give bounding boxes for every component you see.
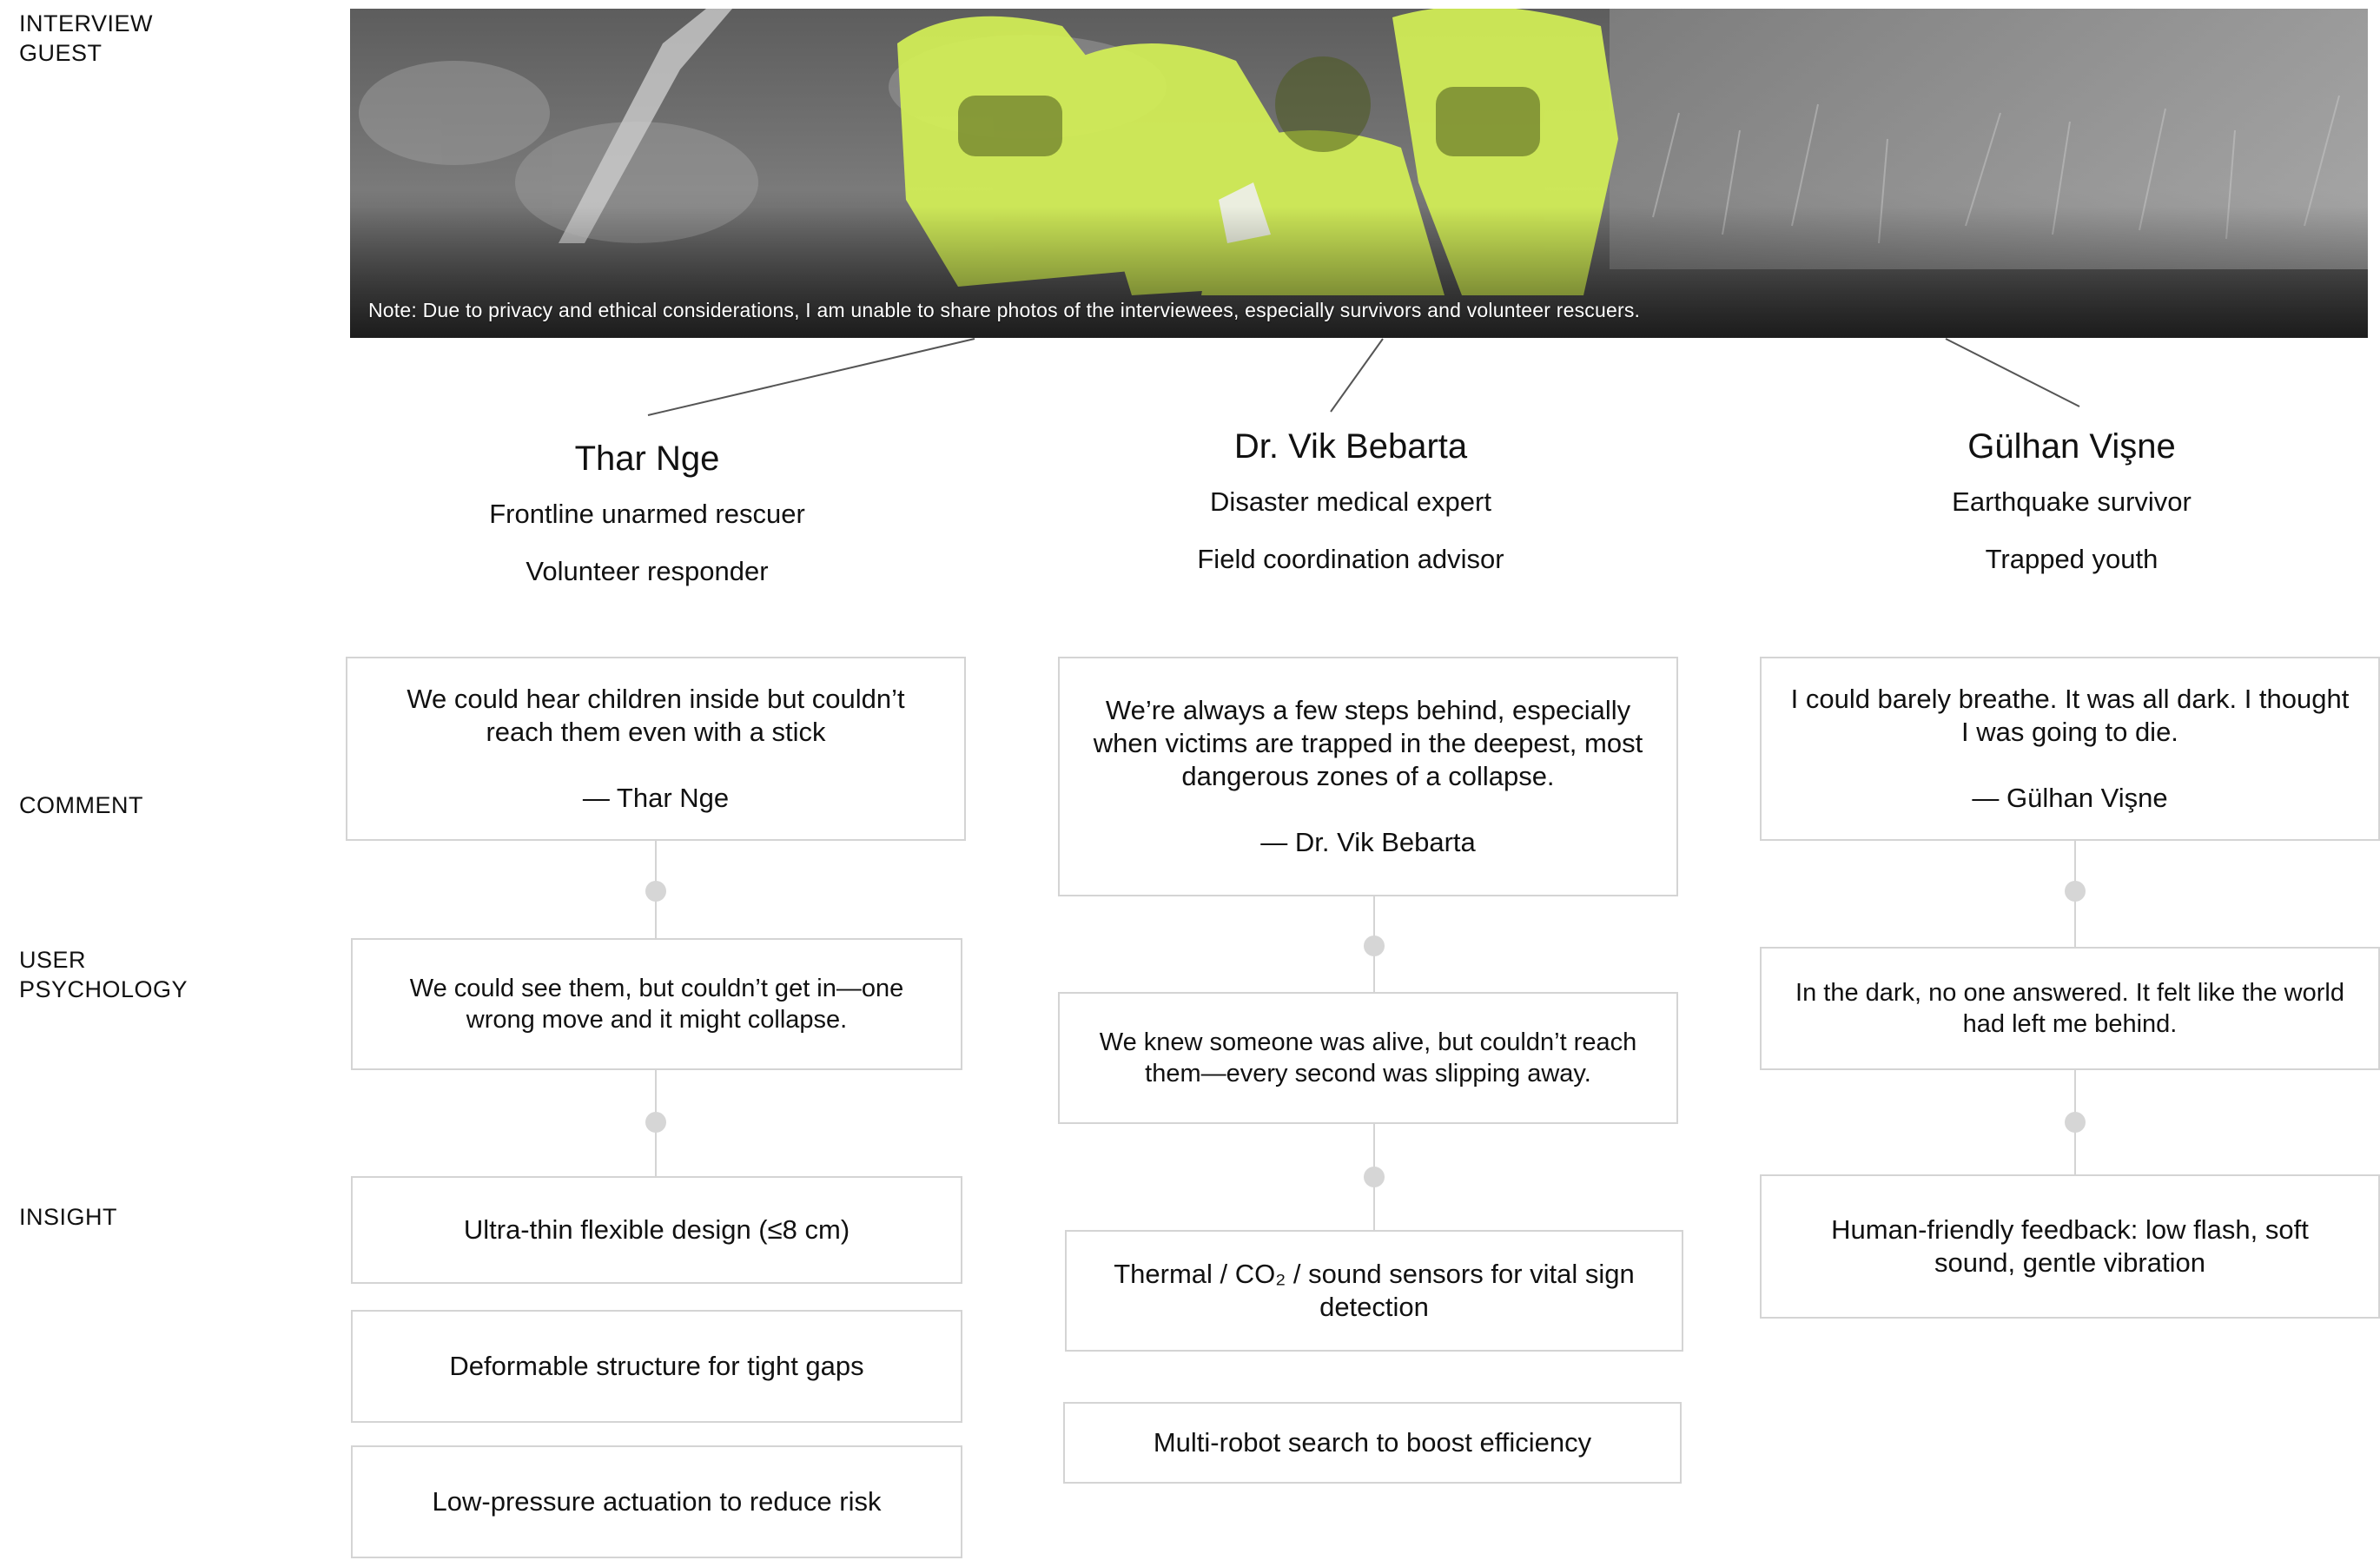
- insight-card: [351, 1310, 962, 1423]
- guest-header-vik-bebarta: [1094, 424, 1607, 577]
- guest-header-gulhan-visne: [1815, 424, 2328, 577]
- guest-role-secondary: Field coordination advisor: [1197, 544, 1504, 574]
- connector-thar-nge: [648, 339, 975, 415]
- connector-dot: [645, 1112, 666, 1133]
- insight-text: Low-pressure actuation to reduce risk: [432, 1486, 882, 1517]
- row-label-interview-guest: INTERVIEW GUEST: [19, 10, 154, 66]
- comment-card-vik-bebarta: [1058, 657, 1678, 896]
- guest-role: Disaster medical expert: [1210, 486, 1491, 517]
- comment-quote: We could hear children inside but couldn’t reach them even with a stick: [407, 684, 905, 747]
- row-label-user-psychology: USER PSYCHOLOGY: [19, 947, 188, 1002]
- psychology-text: In the dark, no one answered. It felt like the world had left me behind.: [1795, 979, 2344, 1038]
- comment-signature: — Gülhan Vişne: [1972, 783, 2168, 813]
- insight-text: Deformable structure for tight gaps: [449, 1351, 864, 1381]
- comment-quote: I could barely breathe. It was all dark. I thought I was going to die.: [1790, 684, 2350, 747]
- psychology-card-gulhan-visne: [1760, 947, 2380, 1070]
- guest-name: Gülhan Vişne: [1967, 427, 2176, 466]
- guest-role-secondary: Trapped youth: [1985, 544, 2159, 574]
- connector-gulhan-visne: [1946, 339, 2079, 407]
- psychology-card-thar-nge: [351, 938, 962, 1070]
- guest-name: Thar Nge: [574, 440, 720, 478]
- connector-dot: [1364, 1167, 1385, 1187]
- psychology-text: We knew someone was alive, but couldn’t reach them—every second was slipping away.: [1099, 1028, 1637, 1088]
- insight-text: Thermal / CO₂ / sound sensors for vital sign detection: [1114, 1259, 1635, 1322]
- psychology-card-vik-bebarta: [1058, 992, 1678, 1124]
- connector-dot: [645, 881, 666, 902]
- psychology-text: We could see them, but couldn’t get in—one wrong move and it might collapse.: [409, 975, 904, 1034]
- comment-card-gulhan-visne: [1760, 657, 2380, 841]
- guest-role: Frontline unarmed rescuer: [489, 499, 805, 529]
- connector-dot: [2065, 881, 2086, 902]
- insight-card: [351, 1176, 962, 1284]
- insight-text: Multi-robot search to boost efficiency: [1153, 1427, 1592, 1458]
- guest-role: Earthquake survivor: [1952, 486, 2192, 517]
- row-label-insight: INSIGHT: [19, 1204, 118, 1230]
- comment-signature: — Dr. Vik Bebarta: [1260, 827, 1476, 857]
- comment-quote: We’re always a few steps behind, especially when victims are trapped in the deepest, most dangerous zones of a collapse.: [1093, 695, 1643, 791]
- connector-dot: [1364, 936, 1385, 956]
- insight-card: [1760, 1174, 2380, 1319]
- connector-dot: [2065, 1112, 2086, 1133]
- insight-card: [1063, 1402, 1682, 1484]
- comment-signature: — Thar Nge: [582, 783, 730, 813]
- insight-card: [1065, 1230, 1683, 1352]
- connector-vik-bebarta: [1331, 339, 1383, 412]
- insight-card: [351, 1445, 962, 1558]
- guest-role-secondary: Volunteer responder: [526, 556, 769, 586]
- row-label-comment: COMMENT: [19, 792, 143, 818]
- guest-name: Dr. Vik Bebarta: [1233, 427, 1468, 466]
- comment-card-thar-nge: [346, 657, 966, 841]
- privacy-note: Note: Due to privacy and ethical considerations, I am unable to share photos of the interviewees, especially survivors and volunteer rescuers.: [368, 299, 1641, 321]
- insight-text: Ultra-thin flexible design (≤8 cm): [463, 1214, 850, 1245]
- insight-text: Human-friendly feedback: low flash, soft sound, gentle vibration: [1831, 1214, 2309, 1278]
- guest-header-thar-nge: [391, 436, 903, 589]
